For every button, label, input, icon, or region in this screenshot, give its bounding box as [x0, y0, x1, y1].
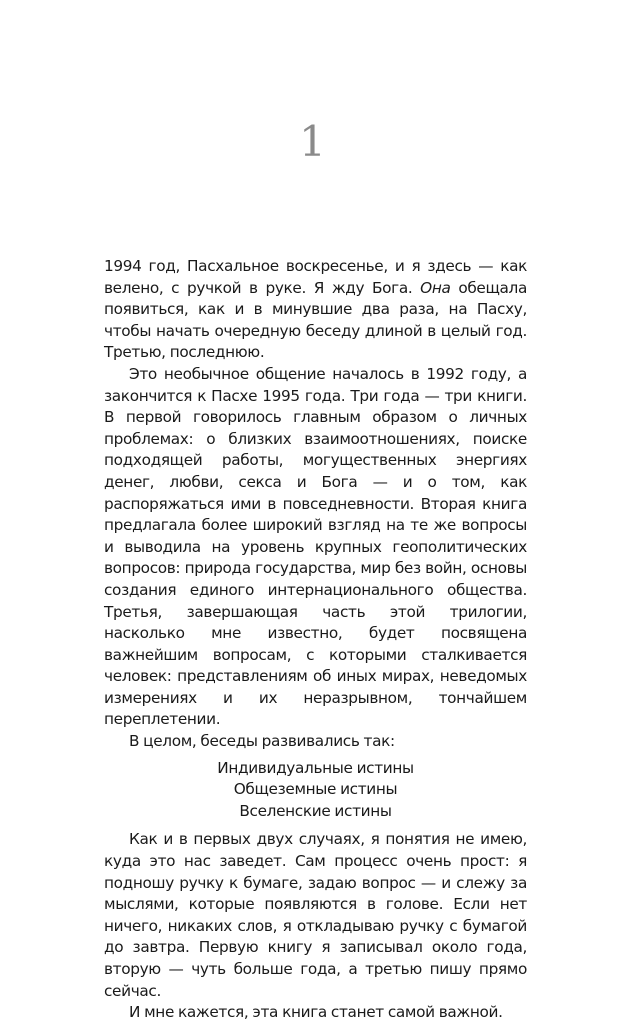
paragraph-5: И мне кажется, эта книга станет самой важной.	[129, 1003, 503, 1022]
paragraph-4: Как и в первых двух случаях, я понятия не имею, куда это нас заведет. Сам процесс очень прост: я подношу ручку к бумаге, задаю вопрос — и слежу за мыслями, которые появляются в голове. Если нет ничего, никаких слов, я откладываю ручку с бумагой до завтра. Первую книгу я записывал около года, вторую — чуть больше года, а третью пишу прямо сейчас.	[104, 830, 527, 1000]
paragraph-1-start: 1994 год, Пасхальное воскресенье, и я здесь — как велено, с ручкой в руке. Я жду Бога.	[104, 257, 527, 297]
paragraph-1-end: обещала появиться, как и в минувшие два раза, на Пасху, чтобы начать очередную беседу длиной в целый год. Третью, последнюю.	[104, 278, 527, 362]
truth-universal: Вселенские истины	[239, 801, 392, 820]
paragraph-2: Это необычное общение началось в 1992 году, а закончится к Пасхе 1995 года. Три года — три книги. В первой говорилось главным образом о личных проблемах: о близких взаимоотношениях, поиске подходящей работы, могущественных энергиях денег, любви, секса и Бога — и о том, как распоряжаться ими в повседневности. Вторая книга предлагала более широкий взгляд на те же вопросы и выводила на уровень крупных геополитических вопросов: природа государства, мир без войн, основы создания единого интернационального общества. Третья, завершающая часть этой трилогии, насколько мне известно, будет посвящена важнейшим вопросам, с которыми сталкивается человек: представлениям об иных мирах, неведомых измерениях и их неразрывном, тончайшем переплетении.	[104, 364, 527, 729]
truths-list	[104, 758, 527, 823]
truth-individual: Индивидуальные истины	[217, 758, 414, 777]
chapter-number: 1	[299, 117, 326, 166]
paragraph-1	[104, 256, 527, 364]
truth-global: Общеземные истины	[233, 780, 398, 799]
paragraph-3: В целом, беседы развивались так:	[129, 732, 395, 751]
chapter-text	[104, 256, 527, 1024]
paragraph-1-italic: Она	[420, 278, 451, 297]
